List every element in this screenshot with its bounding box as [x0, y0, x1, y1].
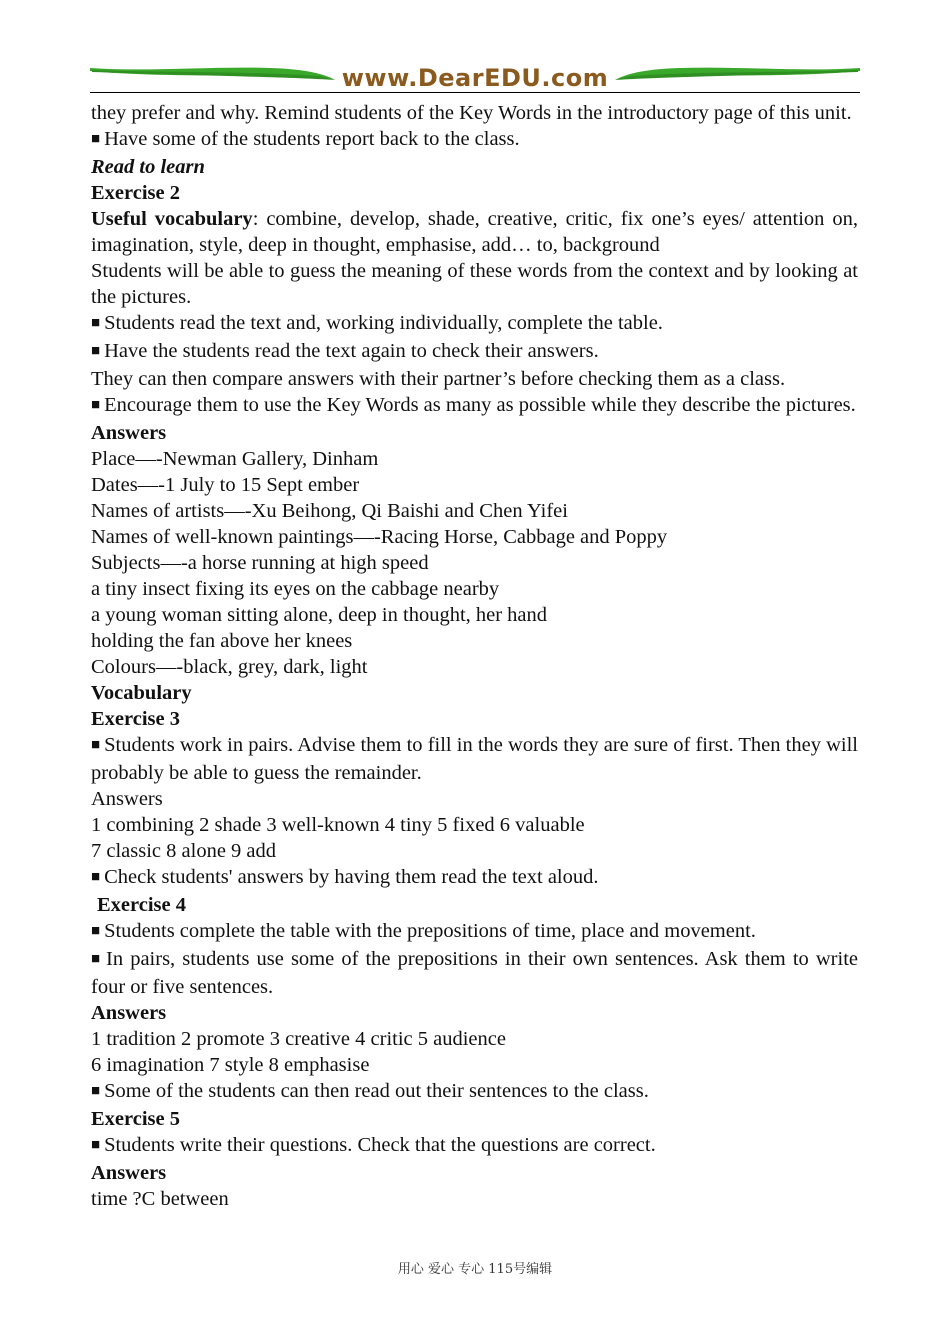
- answers-heading: Answers: [91, 1002, 167, 1024]
- answer-line: 1 tradition 2 promote 3 creative 4 critic 5 audience: [91, 1028, 506, 1050]
- bullet-item: ■ Students read the text and, working individually, complete the table.: [91, 310, 858, 338]
- site-name: www.DearEDU.com: [341, 64, 609, 92]
- section-heading-read-to-learn: Read to learn: [91, 156, 205, 178]
- answer-line: Dates—-1 July to 15 Sept ember: [91, 474, 360, 496]
- bullet-item: ■ Some of the students can then read out their sentences to the class.: [91, 1078, 858, 1106]
- document-body: [91, 100, 858, 1212]
- useful-vocabulary-paragraph: [91, 206, 858, 258]
- answer-line: a young woman sitting alone, deep in thought, her hand: [91, 604, 548, 626]
- bullet-item: ■ Students write their questions. Check that the questions are correct.: [91, 1132, 858, 1160]
- bullet-item: ■ Have the students read the text again to check their answers.: [91, 338, 858, 366]
- answer-line: time ?C between: [91, 1188, 229, 1210]
- answer-line: a tiny insect fixing its eyes on the cabbage nearby: [91, 578, 500, 600]
- exercise-2-heading: Exercise 2: [91, 182, 180, 204]
- guess-meaning-paragraph: Students will be able to guess the meaning of these words from the context and by looking at the pictures.: [91, 260, 858, 308]
- page-header: [90, 62, 860, 94]
- header-divider: [90, 92, 860, 93]
- answer-line: Place—-Newman Gallery, Dinham: [91, 448, 379, 470]
- exercise-4-heading: Exercise 4: [97, 894, 186, 916]
- answer-line: Subjects—-a horse running at high speed: [91, 552, 429, 574]
- vocabulary-heading: Vocabulary: [91, 682, 192, 704]
- answers-label-plain: Answers: [91, 788, 163, 810]
- answer-line: Colours—-black, grey, dark, light: [91, 656, 368, 678]
- answer-line: 1 combining 2 shade 3 well-known 4 tiny 5 fixed 6 valuable: [91, 814, 585, 836]
- answer-line: 6 imagination 7 style 8 emphasise: [91, 1054, 370, 1076]
- bullet-item: ■ Students complete the table with the prepositions of time, place and movement.: [91, 918, 858, 946]
- compare-paragraph: They can then compare answers with their partner’s before checking them as a class.: [91, 368, 786, 390]
- exercise-3-heading: Exercise 3: [91, 708, 180, 730]
- useful-vocabulary-label: Useful vocabulary: [91, 208, 253, 230]
- exercise-5-heading: Exercise 5: [91, 1108, 180, 1130]
- bullet-item: ■ Check students' answers by having them read the text aloud.: [91, 864, 858, 892]
- answer-line: 7 classic 8 alone 9 add: [91, 840, 277, 862]
- page-footer: 用心 爱心 专心 115号编辑: [397, 1262, 553, 1277]
- answer-line: Names of well-known paintings—-Racing Horse, Cabbage and Poppy: [91, 526, 668, 548]
- bullet-item: ■ In pairs, students use some of the prepositions in their own sentences. Ask them to write four or five sentences.: [91, 946, 858, 1000]
- bullet-item: ■ Students work in pairs. Advise them to fill in the words they are sure of first. Then they will probably be able to guess the remainder.: [91, 732, 858, 786]
- bullet-item: ■ Have some of the students report back to the class.: [91, 126, 858, 154]
- answer-line: holding the fan above her knees: [91, 630, 353, 652]
- bullet-item: ■ Encourage them to use the Key Words as many as possible while they describe the pictures.: [91, 392, 858, 420]
- answers-heading: Answers: [91, 1162, 167, 1184]
- answer-line: Names of artists—-Xu Beihong, Qi Baishi and Chen Yifei: [91, 500, 568, 522]
- answers-heading: Answers: [91, 422, 167, 444]
- intro-paragraph: they prefer and why. Remind students of the Key Words in the introductory page of this unit.: [91, 102, 852, 124]
- useful-vocabulary-list: : combine, develop, shade, creative, critic, fix one’s eyes/ attention on, imagination, style, deep in thought, emphasise, add… to, background: [91, 208, 858, 256]
